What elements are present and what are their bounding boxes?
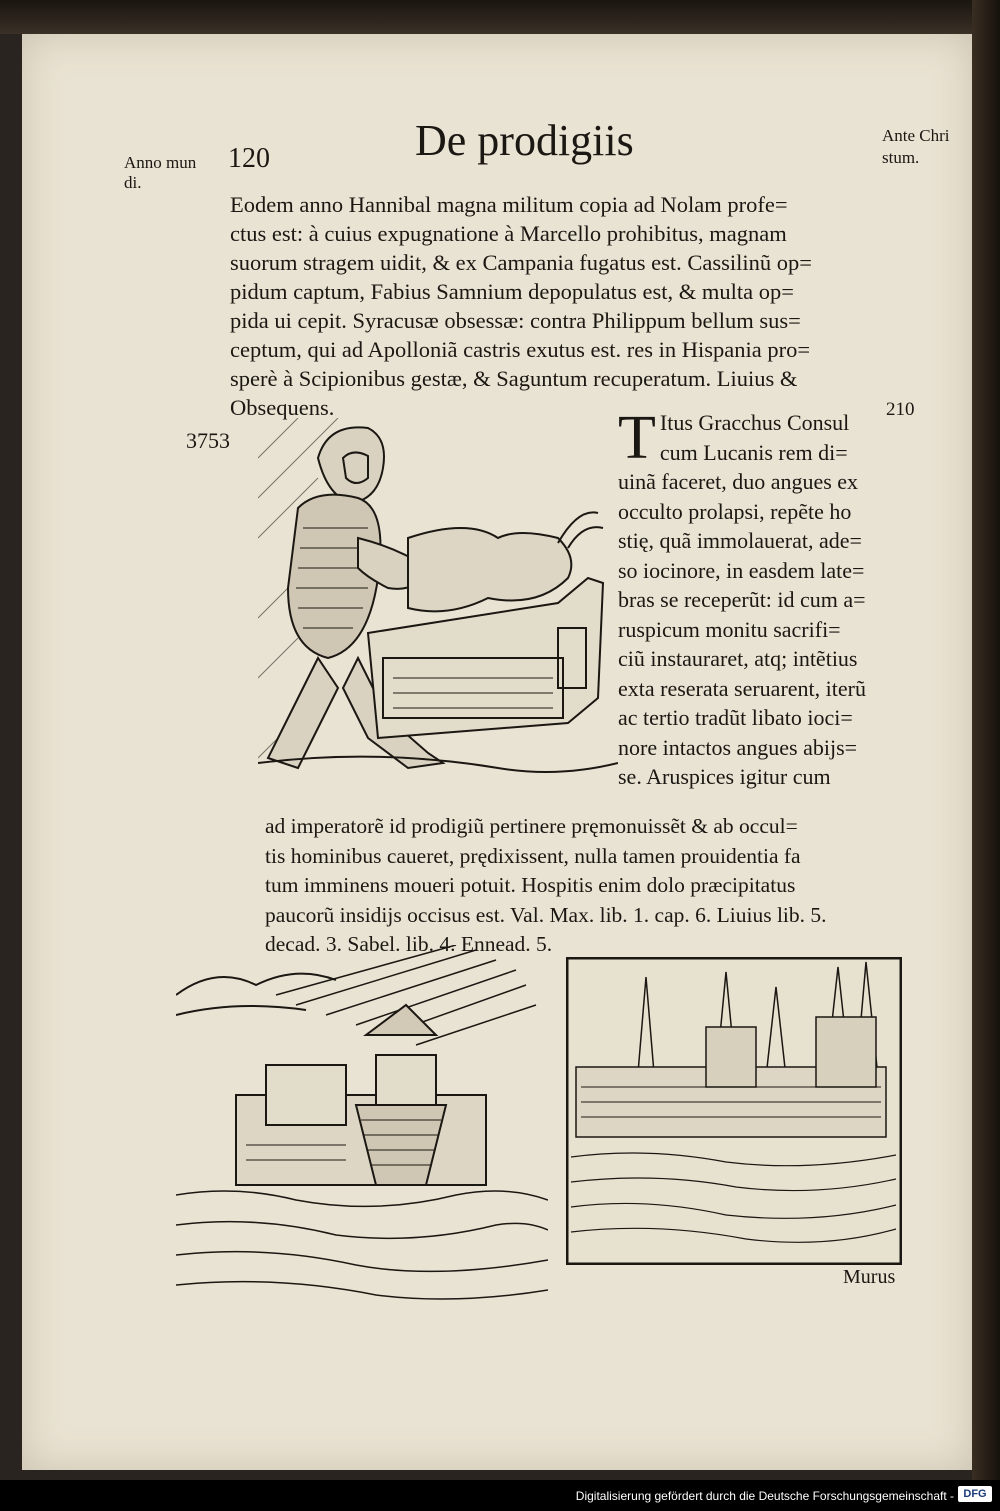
text-line: Eodem anno Hannibal magna militum copia ad Nolam profe= <box>230 192 788 217</box>
text-line: stię, quã immolauerat, ade= <box>618 528 862 553</box>
woodcut-sacrifice-illustration <box>258 418 618 780</box>
text-line: sperè à Scipionibus gestæ, & Saguntum recuperatum. Liuius & <box>230 366 798 391</box>
margin-year-anno-mundi: 3753 <box>186 428 230 453</box>
drop-capital: T <box>618 404 656 472</box>
text-line: nore intactos angues abijs= <box>618 734 858 760</box>
footer-text: Digitalisierung gefördert durch die Deutsche Forschungsgemeinschaft - <box>575 1489 954 1503</box>
text-line: exta reserata seruarent, iterũ <box>618 675 866 701</box>
margin-label-line: stum. <box>882 148 920 167</box>
text-line: ciũ instauraret, atq; intẽtius <box>618 646 858 671</box>
margin-label-line: di. <box>124 173 142 192</box>
text-line: tum imminens moueri potuit. Hospitis enim dolo præcipitatus <box>265 873 796 897</box>
text-line: suorum stragem uidit, & ex Campania fugatus est. Cassilinũ op= <box>230 250 812 275</box>
text-line: decad. 3. Sabel. lib. 4. Ennead. 5. <box>265 932 553 956</box>
woodcut-city-illustration <box>566 957 902 1265</box>
figure-caption: Murus <box>843 1266 896 1288</box>
woodcut-castle-illustration <box>176 945 548 1307</box>
scan-top-edge <box>0 0 1000 34</box>
text-line: cum Lucanis rem di= <box>659 439 848 465</box>
text-line: tis hominibus caueret, prędixissent, nulla tamen prouidentia fa <box>265 843 801 868</box>
book-spine-edge <box>972 0 1000 1480</box>
text-line: pida ui cepit. Syracusæ obsessæ: contra Philippum bellum sus= <box>230 308 801 333</box>
paragraph-hannibal <box>230 190 890 422</box>
paragraph-aruspices <box>265 812 915 960</box>
text-line: occulto prolapsi, repẽte ho <box>618 498 852 524</box>
footer-bar <box>0 1480 1000 1511</box>
text-line: Itus Gracchus Consul <box>659 410 850 435</box>
text-line: se. Aruspices igitur cum <box>618 764 831 789</box>
margin-label-line: Anno mun <box>124 153 197 172</box>
margin-label-ante-christum <box>882 125 950 169</box>
text-line: bras se receperũt: id cum a= <box>618 587 866 612</box>
text-line: so iocinore, in easdem late= <box>618 557 865 583</box>
text-line: ctus est: à cuius expugnatione à Marcello prohibitus, magnam <box>230 221 787 246</box>
text-line: paucorũ insidijs occisus est. Val. Max. lib. 1. cap. 6. Liuius lib. 5. <box>265 902 827 927</box>
text-line: ruspicum monitu sacrifi= <box>618 616 841 642</box>
text-line: Obsequens. <box>230 395 335 420</box>
text-line: ac tertio tradũt libato ioci= <box>618 705 853 730</box>
page-title: De prodigiis <box>415 116 634 165</box>
text-line: pidum captum, Fabius Samnium depopulatus est, & multa op= <box>230 279 794 304</box>
dfg-logo: DFG <box>958 1486 992 1502</box>
page-number: 120 <box>228 143 270 174</box>
margin-label-anno-mundi <box>124 153 196 193</box>
text-line: uinã faceret, duo angues ex <box>618 469 859 494</box>
margin-label-line: Ante Chri <box>882 126 950 145</box>
text-line: ceptum, qui ad Apolloniã castris exutus est. res in Hispania pro= <box>230 337 811 362</box>
margin-year-ante-christum: 210 <box>886 399 915 420</box>
text-line: ad imperatorẽ id prodigiũ pertinere pręmonuissẽt & ab occul= <box>265 814 798 838</box>
paragraph-gracchus <box>618 404 900 792</box>
